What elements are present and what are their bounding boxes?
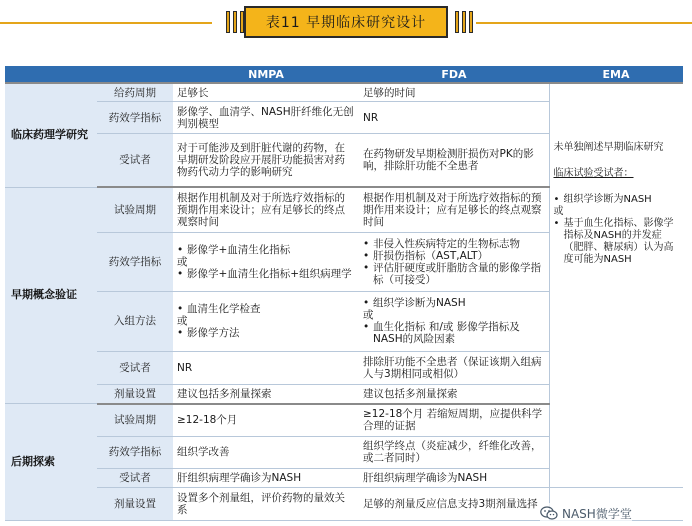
fda-cell [359, 291, 549, 352]
header-fda: FDA [359, 66, 549, 83]
title-banner [0, 4, 692, 42]
nmpa-cell: NR [173, 352, 359, 384]
comparison-table [5, 66, 683, 521]
row-label: 试验周期 [97, 404, 173, 436]
fda-cell: 根据作用机制及对于所选疗效指标的预期作用来设计；应有足够长的终点观察时间 [359, 187, 549, 232]
row-label: 给药周期 [97, 83, 173, 102]
nmpa-cell: ≥12-18个月 [173, 404, 359, 436]
fda-bullet: • 评估肝硬度或肝脂肪含量的影像学指标（可接受） [363, 262, 545, 286]
ema-line-2: 临床试验受试者： [553, 168, 634, 179]
nmpa-cell: 肝组织病理学确诊为NASH [173, 469, 359, 488]
row-label: 剂量设置 [97, 384, 173, 403]
watermark-text: NASH微学堂 [562, 506, 632, 521]
nmpa-cell: 建议包括多剂量探索 [173, 384, 359, 403]
nmpa-cell [173, 233, 359, 291]
title-decor-bars-left [226, 11, 244, 33]
table-row [5, 83, 683, 102]
fda-cell: 肝组织病理学确诊为NASH [359, 469, 549, 488]
ema-or: 或 [553, 206, 564, 217]
ema-bullet-2: • 基于血生化指标、影像学指标及NASH的并发症（肥胖、糖尿病）认为高度可能为NASH [554, 218, 680, 266]
nmpa-cell: 设置多个剂量组，评价药物的量效关系 [173, 488, 359, 521]
nmpa-bullet: • 影像学+血清生化指标+组织病理学 [177, 268, 355, 280]
table-title: 表11 早期临床研究设计 [244, 6, 448, 38]
header-item [97, 66, 173, 83]
row-label: 入组方法 [97, 291, 173, 352]
fda-cell: 足够的时间 [359, 83, 549, 102]
fda-cell: ≥12-18个月 若缩短周期，应提供科学合理的证据 [359, 404, 549, 436]
fda-cell [359, 233, 549, 291]
fda-cell: 排除肝功能不全患者（保证该期入组病人与3期相同或相似） [359, 352, 549, 384]
fda-cell: NR [359, 102, 549, 133]
nmpa-bullet: • 影像学+血清生化指标 [177, 244, 355, 256]
nmpa-bullet: • 血清生化学检查 [177, 303, 355, 315]
nmpa-cell: 对于可能涉及到肝脏代谢的药物，在早期研发阶段应开展肝功能损害对药物药代动力学的影响研究 [173, 133, 359, 187]
nmpa-cell: 影像学、血清学、NASH肝纤维化无创判别模型 [173, 102, 359, 133]
title-decor-bars-right [455, 11, 473, 33]
row-label: 受试者 [97, 469, 173, 488]
stage-clinical-pharmacology: 临床药理学研究 [5, 83, 97, 187]
stage-early-concept: 早期概念验证 [5, 187, 97, 403]
fda-or: 或 [363, 309, 374, 322]
fda-cell: 建议包括多剂量探索 [359, 384, 549, 403]
row-label: 药效学指标 [97, 436, 173, 468]
fda-bullet: • 血生化指标 和/或 影像学指标及NASH的风险因素 [363, 321, 545, 345]
header-nmpa: NMPA [173, 66, 359, 83]
header-stage [5, 66, 97, 83]
nmpa-or: 或 [177, 255, 188, 268]
title-decor-line-left [0, 22, 212, 24]
fda-cell: 在药物研发早期检测肝损伤对PK的影响，排除肝功能不全患者 [359, 133, 549, 187]
nmpa-cell: 足够长 [173, 83, 359, 102]
ema-line-1: 未单独阐述早期临床研究 [553, 142, 664, 153]
nmpa-cell: 组织学改善 [173, 436, 359, 468]
fda-bullet: • 组织学诊断为NASH [363, 297, 545, 309]
row-label: 试验周期 [97, 187, 173, 232]
header-row [5, 66, 683, 83]
nmpa-cell: 根据作用机制及对于所选疗效指标的预期作用来设计；应有足够长的终点观察时间 [173, 187, 359, 232]
row-label: 药效学指标 [97, 102, 173, 133]
nmpa-or: 或 [177, 315, 188, 328]
row-label: 剂量设置 [97, 488, 173, 521]
wechat-icon [540, 506, 558, 521]
watermark [540, 503, 632, 523]
ema-cell [549, 83, 683, 488]
nmpa-cell [173, 291, 359, 352]
ema-bullet-1: • 组织学诊断为NASH [554, 194, 680, 206]
row-label: 受试者 [97, 133, 173, 187]
header-ema: EMA [549, 66, 683, 83]
title-decor-line-right [476, 22, 692, 24]
row-label: 药效学指标 [97, 233, 173, 291]
fda-cell: 足够的剂量反应信息支持3期剂量选择 [359, 488, 549, 521]
row-label: 受试者 [97, 352, 173, 384]
fda-bullet: • 肝损伤指标（AST,ALT） [363, 250, 545, 262]
fda-cell: 组织学终点（炎症减少，纤维化改善，或二者同时） [359, 436, 549, 468]
nmpa-bullet: • 影像学方法 [177, 327, 355, 339]
stage-late-exploration: 后期探索 [5, 404, 97, 521]
fda-bullet: • 非侵入性疾病特定的生物标志物 [363, 238, 545, 250]
